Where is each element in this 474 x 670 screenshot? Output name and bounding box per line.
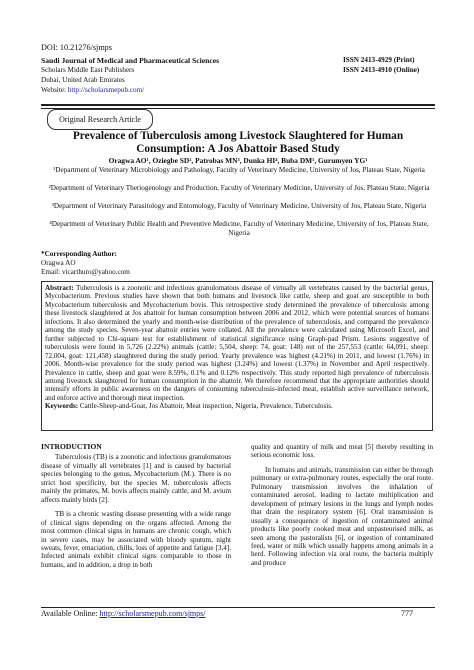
abstract-text: Tuberculosis is a zoonotic and infectious granulomatous disease of virtually all vertebrates caused by the bacterial genus, Mycobacterium. Previous studies have shown that both humans and livestock like cattle, sheep and goat are susceptible to both Mycobacterium tuberculosis and Mycobacterium bovis. This retrospective study determined the prevalence of tuberculosis among these livestock slaughtered at Jos abattoir for human consumption between 2006 and 2012, which were potential sources of humans infections. It also determined the yearly and month-wise distribution of the prevalence of tuberculosis, and compared the prevalence among the study species. Seven-year abattoir entries were collated. All the prevalence were calculated using Microsoft Excel, and further subjected to Chi-square test for establishment of statistical significance using Graph-pad Prism. Lesions suggestive of tuberculosis were found in 5,726 (2.22%) animals (cattle: 5,504, sheep: 74, goat: 148) out of the 257,553 (cattle: 64,091, sheep: 72,004, goat: 121,458) slaughtered during the study period. Yearly prevalence was highest (4.21%) in 2011, and lowest (1.76%) in 2006. Month-wise prevalence for the study period was highest (3.24%) and lowest (1.37%) in November and April respectively. Prevalence in cattle, sheep and goat were 8.59%, 0.1% and 0.12% respectively. This study reported high prevalence of tuberculosis among livestock slaughtered for human consumption in the abattoir. We therefore recommend that the appropriate authorities should intensify efforts in public awareness on the dangers of consuming tuberculosis-infected meat, establish active surveillance network, and enforce active and thorough meat inspection.: [45, 284, 429, 402]
location: Dubai, United Arab Emirates: [41, 76, 125, 84]
keywords-label: Keywords:: [45, 402, 79, 411]
intro-heading: INTRODUCTION: [41, 442, 102, 451]
right-column: [251, 443, 433, 573]
website-label: Website:: [41, 86, 68, 94]
website-link[interactable]: http://scholarsmepub.com/: [67, 86, 145, 94]
footer-rule: [41, 607, 435, 608]
footer-label: Available Online:: [41, 609, 98, 618]
affiliation-2: ²Department of Veterinary Theriogenology and Production, Faculty of Veterinary Medicine, University of Jos, Plateau State, Nigeria: [48, 184, 430, 192]
intro-paragraph-1: Tuberculosis (TB) is a zoonotic and infectious granulomatous disease of virtually all vertebrates [1] and is caused by bacterial species belonging to the genus, Mycobacterium (M.). There is no strict host specificity, but the species M. tuberculosis affects mainly the primates, M. bovis affects mainly cattle, and M. avium affects mainly birds [2].: [41, 453, 231, 504]
article-title: Prevalence of Tuberculosis among Livestock Slaughtered for Human Consumption: A Jos Abattoir Based Study: [72, 130, 404, 155]
header-rule: [41, 104, 435, 106]
footer-link[interactable]: http://scholarsmepub.com/sjmps/: [99, 609, 206, 618]
journal-name: Saudi Journal of Medical and Pharmaceutical Sciences: [41, 56, 220, 65]
corresponding-label: *Corresponding Author:: [41, 250, 117, 258]
publisher: Scholars Middle East Publishers: [41, 66, 135, 74]
doi: DOI: 10.21276/sjmps: [41, 43, 112, 52]
intro-paragraph-4: In humans and animals, transmission can either be through pulmonary or extra-pulmonary routes, especially the oral route. Pulmonary transmission involves the inhalation of contaminated aerosol, leading to lactate multiplication and development of primary lesions in the lungs and lymph nodes that drain the respiratory system [6]. Oral transmission is usually a consequence of ingestion of contaminated animal products like poorly cooked meat and unpasteurised milk, as seen among the pastoralists [6], or ingestion of contaminated feed, water or milk which usually happens among animals in a herd. Following infection via oral route, the bacteria multiply and produce: [251, 465, 433, 567]
keywords-text: Cattle-Sheep-and-Goat, Jos Abattoir, Meat inspection, Nigeria, Prevalence, Tuberculosis.: [78, 402, 333, 411]
affiliation-3: ³Department of Veterinary Parasitology and Entomology, Faculty of Veterinary Medicine, University of Jos, Plateau State, Nigeria: [51, 202, 427, 210]
abstract-box: [41, 281, 433, 431]
corresponding-email[interactable]: Email: vicarthuro@yahoo.com: [41, 268, 130, 276]
page-number: 777: [401, 609, 413, 618]
corresponding-name: Oragwa AO: [41, 259, 76, 267]
affiliation-4: ⁴Department of Veterinary Public Health and Preventive Medicine, Faculty of Veterinary Medicine, University of Jos, Plateau State, Nigeria: [49, 220, 429, 237]
issn-print: ISSN 2413-4929 (Print): [343, 56, 415, 64]
intro-paragraph-2: TB is a chronic wasting disease presenting with a wide range of clinical signs depending on the organs affected. Among the most common clinical signs in humans are chronic cough, which in severe cases, may be associated with bloody sputum, night sweats, fever, emaciation, chills, loss of appetite and fatigue [3,4]. Infected animals exhibit clinical signs comparable to those in humans, and in addition, a drop in both: [41, 510, 231, 569]
left-column: [41, 443, 231, 575]
intro-paragraph-3: quality and quantity of milk and meat [5] thereby resulting in serious economic loss.: [251, 443, 433, 460]
website-line: [41, 86, 144, 94]
footer: [41, 609, 206, 618]
authors: Oragwa AO¹, Oziegbe SD², Patrobas MN³, Dunka HI⁴, Buba DM¹, Gurumyen YG¹: [108, 156, 368, 165]
abstract-label: Abstract:: [45, 284, 74, 292]
issn-online: ISSN 2413-4910 (Online): [343, 66, 420, 74]
article-type-badge: Original Research Article: [47, 109, 153, 130]
affiliation-1: ¹Department of Veterinary Microbiology and Pathology, Faculty of Veterinary Medicine, University of Jos, Plateau State, Nigeria: [53, 166, 425, 174]
